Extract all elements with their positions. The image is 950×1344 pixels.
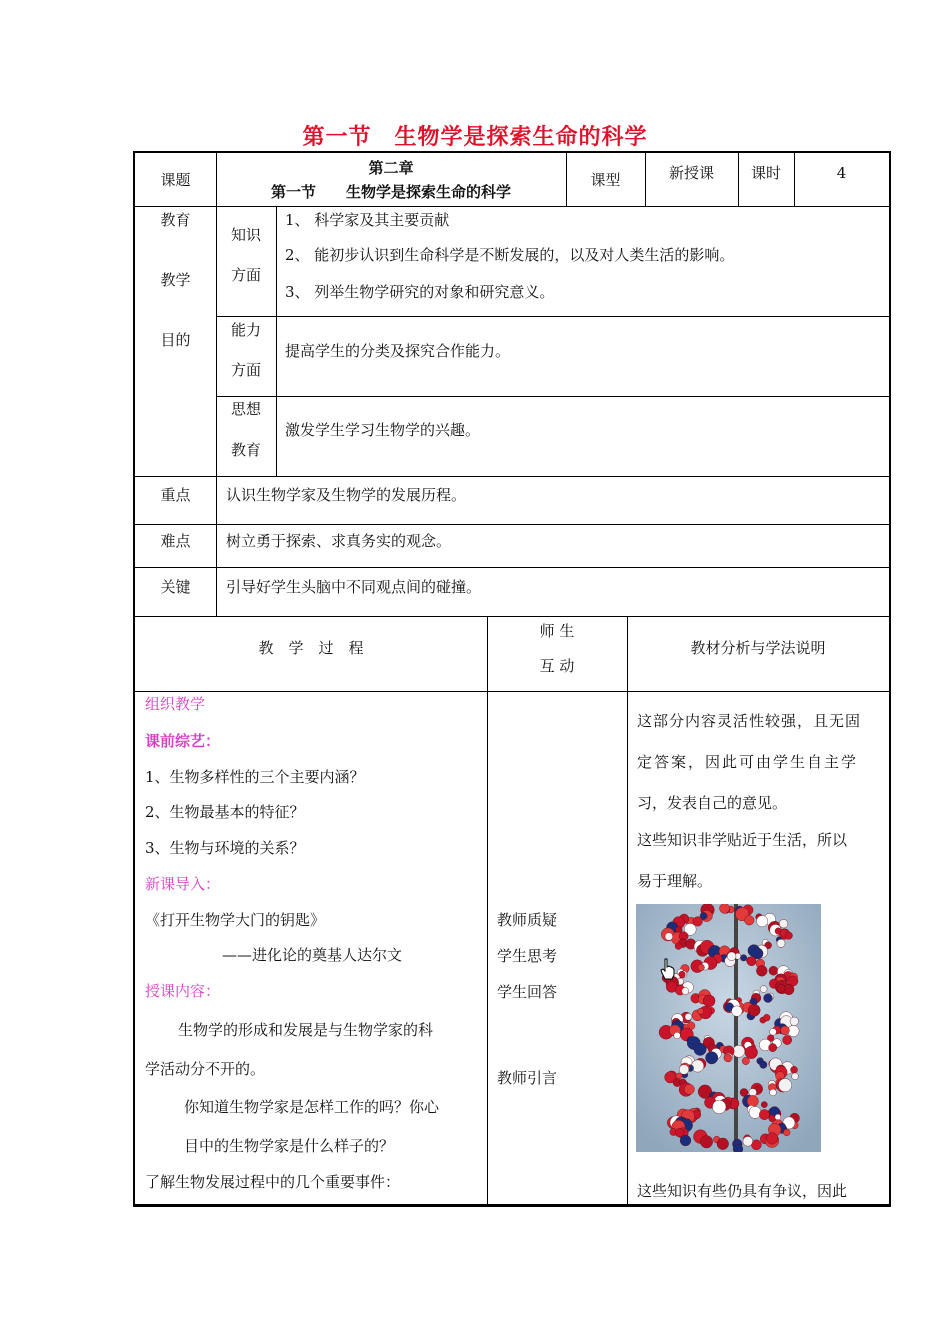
- knowledge-item: 2、 能初步认识到生命科学是不断发展的，以及对人类生活的影响。: [285, 246, 735, 264]
- row-divider: [135, 567, 889, 568]
- difficulty-text: 树立勇于探索、求真务实的观念。: [226, 532, 452, 550]
- dna-atom: [777, 984, 785, 992]
- dna-atom: [777, 939, 785, 947]
- analysis-header: 教材分析与学法说明: [690, 639, 826, 657]
- goals-label-3: 目的: [160, 331, 191, 349]
- type-label: 课型: [590, 171, 621, 189]
- dna-atom: [717, 1138, 729, 1150]
- content-paragraph: 生物学的形成和发展是与生物学家的科: [178, 1021, 434, 1039]
- dna-atom: [760, 1061, 767, 1068]
- dna-atom: [665, 933, 673, 941]
- dna-atom: [766, 1133, 778, 1145]
- col-divider: [276, 206, 277, 476]
- intro-label: 新课导入：: [145, 875, 221, 893]
- dna-atom: [745, 916, 755, 926]
- interaction-item: 学生回答: [497, 983, 558, 1001]
- dna-atom: [769, 1044, 777, 1052]
- intro-book-sub: ——进化论的奠基人达尔文: [222, 946, 403, 964]
- keypoint-label: 重点: [160, 486, 191, 504]
- dna-atom: [724, 1054, 732, 1062]
- hand-cursor-icon: [660, 958, 676, 980]
- dna-atom: [700, 1136, 712, 1148]
- dna-atom: [785, 932, 792, 939]
- dna-atom: [676, 1073, 682, 1079]
- dna-atom: [778, 1079, 791, 1092]
- dna-atom: [712, 1100, 726, 1114]
- dna-atom: [747, 1095, 758, 1106]
- dna-atom: [694, 1043, 706, 1055]
- dna-atom: [779, 919, 788, 928]
- topic-label: 课题: [160, 171, 191, 189]
- dna-atom: [780, 1026, 789, 1035]
- key-text: 引导好学生头脑中不同观点间的碰撞。: [226, 578, 482, 596]
- type-value: 新授课: [668, 164, 714, 182]
- dna-atom: [790, 1017, 799, 1026]
- dna-atom: [783, 1035, 792, 1044]
- dna-atom: [763, 1014, 770, 1021]
- analysis-text: 这些知识有些仍具有争议，因此: [637, 1182, 848, 1200]
- topic-chapter: 第二章: [368, 159, 414, 177]
- dna-atom: [749, 1106, 761, 1118]
- organize-label: 组织教学: [145, 695, 206, 713]
- row-divider: [216, 316, 889, 317]
- row-divider: [135, 616, 889, 617]
- warmup-label: 课前综艺：: [145, 732, 221, 750]
- dna-atom: [706, 1052, 718, 1064]
- col-divider: [216, 476, 217, 616]
- thought-text: 激发学生学习生物学的兴趣。: [285, 421, 481, 439]
- hours-value: 4: [836, 164, 847, 182]
- dna-atom: [693, 917, 703, 927]
- analysis-text: 习，发表自己的意见。: [637, 794, 788, 812]
- dna-atom: [720, 904, 730, 913]
- process-header: 教 学 过 程: [258, 639, 364, 657]
- key-label: 关键: [160, 578, 191, 596]
- ability-text: 提高学生的分类及探究合作能力。: [285, 342, 511, 360]
- dna-atom: [764, 994, 773, 1003]
- dna-atom: [682, 988, 689, 995]
- content-events: 了解生物发展过程中的几个重要事件：: [145, 1173, 401, 1191]
- analysis-text: 易于理解。: [637, 872, 713, 890]
- dna-atom: [727, 952, 736, 961]
- analysis-text: 定答案，因此可由学生自主学: [637, 753, 859, 771]
- interaction-item: 教师质疑: [497, 911, 558, 929]
- dna-atom: [698, 964, 705, 971]
- knowledge-label-1: 知识: [230, 226, 261, 244]
- col-divider: [627, 616, 628, 1205]
- dna-atom: [770, 1089, 777, 1096]
- dna-atom: [684, 1084, 694, 1094]
- dna-atom: [783, 1129, 790, 1136]
- dna-atom: [679, 1065, 689, 1075]
- dna-atom: [685, 1013, 692, 1020]
- dna-atom: [756, 965, 767, 976]
- dna-atom: [743, 1136, 753, 1146]
- warmup-question: 2、生物最基本的特征？: [145, 803, 305, 821]
- dna-atom: [760, 986, 767, 993]
- difficulty-label: 难点: [160, 532, 191, 550]
- thought-label-2: 教育: [230, 441, 261, 459]
- dna-atom: [757, 916, 768, 927]
- interaction-header-1: 师 生: [539, 622, 575, 640]
- dna-atom: [748, 945, 760, 957]
- knowledge-item: 3、 列举生物学研究的对象和研究意义。: [285, 283, 555, 301]
- col-divider: [487, 616, 488, 1205]
- dna-atom: [775, 1114, 781, 1120]
- row-divider: [135, 691, 889, 692]
- dna-atom: [675, 943, 682, 950]
- goals-label-1: 教育: [160, 211, 191, 229]
- topic-section: 第一节 生物学是探索生命的科学: [270, 183, 511, 201]
- dna-atom: [740, 955, 746, 961]
- dna-model-photo: [636, 904, 821, 1152]
- goals-label-2: 教学: [160, 271, 191, 289]
- content-paragraph: 学活动分不开的。: [145, 1060, 266, 1078]
- dna-atom: [733, 1144, 743, 1152]
- hours-label: 课时: [750, 164, 781, 182]
- dna-atom: [742, 1057, 749, 1064]
- content-paragraph: 目中的生物学家是什么样子的？: [184, 1137, 395, 1155]
- dna-atom: [732, 1006, 743, 1017]
- dna-atom: [697, 1008, 703, 1014]
- dna-atom: [759, 1110, 769, 1120]
- interaction-item: 教师引言: [497, 1069, 558, 1087]
- dna-atom: [791, 1066, 798, 1073]
- analysis-text: 这部分内容灵活性较强，且无固: [637, 712, 862, 730]
- dna-atom: [733, 1045, 745, 1057]
- content-label: 授课内容：: [145, 982, 221, 1000]
- dna-atom: [703, 995, 715, 1007]
- warmup-question: 3、生物与环境的关系？: [145, 839, 305, 857]
- dna-atom: [761, 1102, 767, 1108]
- interaction-header-2: 互 动: [539, 657, 575, 675]
- page-title: 第一节 生物学是探索生命的科学: [302, 125, 648, 150]
- ability-label-1: 能力: [230, 321, 261, 339]
- dna-atom: [747, 957, 756, 966]
- dna-atom: [675, 1128, 684, 1137]
- dna-atom: [792, 1073, 799, 1080]
- keypoint-text: 认识生物学家及生物学的发展历程。: [226, 486, 467, 504]
- warmup-question: 1、生物多样性的三个主要内涵？: [145, 768, 365, 786]
- content-paragraph: 你知道生物学家是怎样工作的吗？你心: [184, 1098, 440, 1116]
- dna-atom: [680, 1135, 691, 1146]
- knowledge-item: 1、 科学家及其主要贡献: [285, 211, 450, 229]
- intro-book: 《打开生物学大门的钥匙》: [145, 911, 326, 929]
- thought-label-1: 思想: [230, 400, 261, 418]
- row-divider: [135, 476, 889, 477]
- row-divider: [216, 396, 889, 397]
- dna-atom: [692, 1060, 704, 1072]
- dna-atom: [674, 1032, 681, 1039]
- interaction-item: 学生思考: [497, 947, 558, 965]
- row-divider: [135, 524, 889, 525]
- dna-atom: [745, 1046, 758, 1059]
- dna-atom: [748, 1004, 760, 1016]
- ability-label-2: 方面: [230, 361, 261, 379]
- knowledge-label-2: 方面: [230, 266, 261, 284]
- dna-atom: [751, 1140, 761, 1150]
- dna-atom: [769, 966, 778, 975]
- row-divider: [135, 206, 889, 207]
- analysis-text: 这些知识非学贴近于生活，所以: [637, 831, 848, 849]
- dna-atom: [770, 1028, 777, 1035]
